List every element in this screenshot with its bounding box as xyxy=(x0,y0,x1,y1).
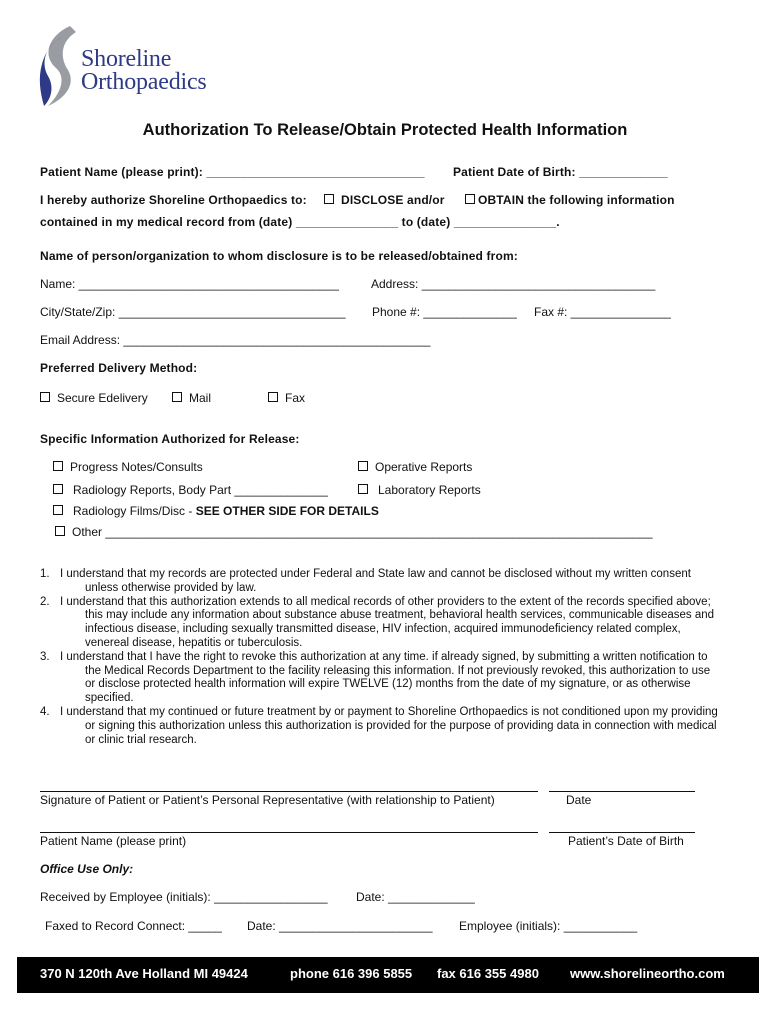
footer-website: www.shorelineortho.com xyxy=(570,966,725,981)
signature-date-line[interactable] xyxy=(549,791,695,792)
operative-reports-checkbox[interactable] xyxy=(358,460,472,474)
delivery-option-label: Fax xyxy=(285,391,306,405)
radiology-films-checkbox[interactable] xyxy=(53,504,379,518)
faxed-field[interactable]: Faxed to Record Connect: _____ xyxy=(45,919,222,933)
recipient-fax-field[interactable]: Fax #: _______________ xyxy=(534,305,671,319)
logo-name-line1: Shoreline xyxy=(81,46,172,72)
page-title: Authorization To Release/Obtain Protected Health Information xyxy=(142,121,628,139)
received-by-field[interactable]: Received by Employee (initials): _________________ xyxy=(40,890,328,904)
signature-label: Signature of Patient or Patient’s Personal Representative (with relationship to Patient) xyxy=(40,793,495,807)
footer-bar xyxy=(17,957,759,993)
laboratory-reports-label: Laboratory Reports xyxy=(378,483,481,497)
recipient-name-field[interactable]: Name: _______________________________________ xyxy=(40,277,339,291)
term-number: 4. xyxy=(40,705,50,718)
disclose-label: DISCLOSE and/or xyxy=(341,193,445,207)
authorize-intro: I hereby authorize Shoreline Orthopaedics to: xyxy=(40,193,307,207)
delivery-option-label: Secure Edelivery xyxy=(57,391,148,405)
checkbox-icon xyxy=(324,194,334,204)
footer-phone: phone 616 396 5855 xyxy=(290,966,413,981)
other-checkbox[interactable] xyxy=(55,525,653,539)
obtain-checkbox[interactable] xyxy=(465,193,675,207)
progress-notes-checkbox[interactable] xyxy=(53,460,203,474)
operative-reports-label: Operative Reports xyxy=(375,460,473,474)
delivery-option-label: Mail xyxy=(189,391,212,405)
terms-list xyxy=(40,568,720,747)
recipient-phone-field[interactable]: Phone #: ______________ xyxy=(372,305,517,319)
obtain-label: OBTAIN the following information xyxy=(478,193,675,207)
printed-name-line[interactable] xyxy=(40,832,538,833)
radiology-reports-checkbox[interactable] xyxy=(53,483,328,497)
term-text: I understand that my continued or future treatment by or payment to Shoreline Orthopaedics is not conditioned upon my providing or signing this authorization unless this authorization is provided for the purpose of providing data in connection with medical or clinic trial research. xyxy=(60,705,718,746)
term-number: 2. xyxy=(40,595,50,608)
term-text: I understand that I have the right to revoke this authorization at any time. if already signed, by submitting a written notification to the Medical Records Department to the facility releasing this information. If not previously revoked, this authorization to use or disclose protected health information will expire TWELVE (12) months from the date of my signature, or as otherwise specified. xyxy=(60,650,711,705)
printed-dob-label: Patient’s Date of Birth xyxy=(568,834,684,848)
checkbox-icon xyxy=(53,484,63,494)
term-number: 1. xyxy=(40,568,50,580)
laboratory-reports-checkbox[interactable] xyxy=(358,483,481,497)
patient-name-field[interactable]: Patient Name (please print): ________________________________ xyxy=(40,165,425,179)
office-use-heading: Office Use Only: xyxy=(40,862,134,876)
checkbox-icon xyxy=(358,461,368,471)
recipient-city-field[interactable]: City/State/Zip: __________________________________ xyxy=(40,305,346,319)
checkbox-icon xyxy=(172,392,182,402)
term-number: 3. xyxy=(40,650,50,663)
logo-mark-icon xyxy=(36,22,84,114)
checkbox-icon xyxy=(53,505,63,515)
recipient-heading: Name of person/organization to whom disclosure is to be released/obtained from: xyxy=(40,249,518,263)
term-text: I understand that my records are protected under Federal and State law and cannot be disclosed without my written consent unless otherwise provided by law. xyxy=(60,568,691,594)
checkbox-icon xyxy=(40,392,50,402)
record-date-range-field[interactable]: contained in my medical record from (date) _______________ to (date) _______________. xyxy=(40,215,560,229)
disclose-checkbox[interactable] xyxy=(324,193,445,207)
delivery-option-edelivery[interactable] xyxy=(40,391,148,405)
checkbox-icon xyxy=(53,461,63,471)
recipient-address-field[interactable]: Address: ___________________________________ xyxy=(371,277,656,291)
signature-date-label: Date xyxy=(566,793,592,807)
logo-name-line2: Orthopaedics xyxy=(81,69,207,95)
employee-initials-field[interactable]: Employee (initials): ___________ xyxy=(459,919,638,933)
term-text: I understand that this authorization extends to all medical records of other providers to the extent of the records specified above; this may include any information about substance abuse treatment, behavioral health services, communicable diseases and infectious disease, including sexually transmitted disease, HIV infection, acquired immunodeficiency related complex, venereal disease, hepatitis or tuberculosis. xyxy=(60,595,715,649)
term-item xyxy=(40,651,720,706)
checkbox-icon xyxy=(358,484,368,494)
delivery-option-mail[interactable] xyxy=(172,391,211,405)
other-field: Other __________________________________________________________________________________ xyxy=(72,525,653,539)
checkbox-icon xyxy=(55,526,65,536)
term-item xyxy=(40,596,720,651)
printed-dob-line[interactable] xyxy=(549,832,695,833)
footer-address: 370 N 120th Ave Holland MI 49424 xyxy=(40,966,248,981)
signature-line[interactable] xyxy=(40,791,538,792)
specific-heading: Specific Information Authorized for Release: xyxy=(40,432,300,446)
radiology-reports-label: Radiology Reports, Body Part ______________ xyxy=(73,483,328,497)
see-other-side-note: SEE OTHER SIDE FOR DETAILS xyxy=(195,504,379,518)
checkbox-icon xyxy=(268,392,278,402)
delivery-option-fax[interactable] xyxy=(268,391,305,405)
term-item xyxy=(40,706,720,747)
faxed-date-field[interactable]: Date: _______________________ xyxy=(247,919,433,933)
received-date-field[interactable]: Date: _____________ xyxy=(356,890,475,904)
patient-dob-field[interactable]: Patient Date of Birth: _____________ xyxy=(453,165,668,179)
radiology-films-label: Radiology Films/Disc - xyxy=(73,504,196,518)
printed-name-label: Patient Name (please print) xyxy=(40,834,187,848)
footer-fax: fax 616 355 4980 xyxy=(437,966,539,981)
progress-notes-label: Progress Notes/Consults xyxy=(70,460,203,474)
delivery-heading: Preferred Delivery Method: xyxy=(40,361,198,375)
recipient-email-field[interactable]: Email Address: ______________________________________________ xyxy=(40,333,431,347)
term-item xyxy=(40,568,720,596)
checkbox-icon xyxy=(465,194,475,204)
